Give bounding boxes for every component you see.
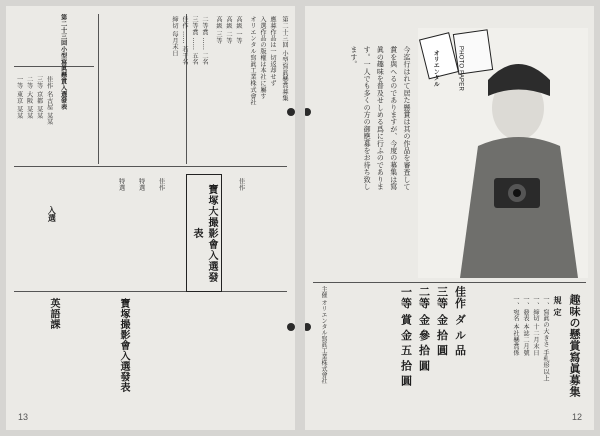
- winner-line: 二等 大阪 某某: [25, 76, 33, 119]
- page-number: 12: [571, 412, 582, 422]
- prize-amount: ダ ル 品: [453, 314, 467, 356]
- rule-line: 締切 每月末日: [171, 16, 178, 57]
- prize-rank: 佳作: [453, 286, 467, 309]
- section-label: 佳作: [157, 178, 165, 191]
- section-label: 特選: [117, 178, 125, 191]
- binding-hole: [287, 323, 295, 331]
- divider: [14, 166, 287, 167]
- notice-line: 入選作品の版權は本社に屬す: [259, 16, 266, 100]
- prize-amount: 賞 金 五 拾 圓: [399, 314, 413, 387]
- section-label: 佳作: [237, 178, 245, 191]
- subhead: 規 定: [553, 296, 563, 317]
- section-label: 入選: [47, 206, 58, 223]
- page-number: 13: [18, 412, 29, 422]
- rule-line: 一、寫眞の大きさ 手札形以上: [542, 296, 549, 382]
- prize-rank: 三等: [435, 286, 449, 309]
- prize-amount: 金 拾 圓: [435, 314, 449, 356]
- bottom-title: 英語課: [48, 298, 59, 330]
- binding-hole: [305, 108, 311, 116]
- box-label: PHOTO PAPER: [457, 46, 464, 91]
- section-label: 特選: [137, 178, 145, 191]
- rule-line: 三等賞 …… 五名: [191, 16, 198, 66]
- rule-line: 二等賞 …… 二名: [201, 16, 208, 66]
- divider: [98, 14, 99, 164]
- prize-line: 高級 一等: [235, 16, 242, 44]
- publisher: 主催 オリエンタル寫眞工業株式會社: [320, 286, 327, 384]
- left-page: [6, 6, 295, 430]
- prize-line: 高級 二等: [225, 16, 232, 44]
- binding-hole: [287, 108, 295, 116]
- model-photo: [418, 28, 588, 278]
- prize-rank: 一等: [399, 286, 413, 309]
- contest-title: 寶塚大撮影會入選發表: [186, 174, 222, 292]
- winner-line: 佳作 名古屋 某某: [45, 76, 53, 126]
- binding-hole: [305, 323, 311, 331]
- rule-line: 一、發表 本誌二月號: [522, 296, 529, 356]
- right-page: [305, 6, 594, 430]
- winners-heading: 第二十三回小型寫眞懸賞入選發表: [59, 14, 67, 110]
- winner-line: 三等 京都 某某: [35, 76, 43, 119]
- headline: 趣味の懸賞寫眞募集: [568, 294, 581, 398]
- prize-line: 高級 三等: [215, 16, 222, 44]
- box-brand: オリエンタル: [432, 50, 439, 88]
- bottom-title: 寶塚撮影會入選發表: [118, 298, 129, 393]
- divider: [14, 66, 94, 67]
- prize-amount: 金 參 拾 圓: [417, 314, 431, 371]
- rule-line: 一、宛名 本社懸賞係: [512, 296, 519, 356]
- divider: [313, 282, 586, 283]
- contest-header: 第二十三回 小型寫眞懸賞募集: [281, 16, 288, 102]
- divider: [14, 291, 287, 292]
- photo-model-with-camera: [418, 28, 588, 278]
- rule-line: 佳作 …… 若干名: [181, 16, 188, 66]
- prize-rank: 二等: [417, 286, 431, 309]
- notice-line: 應募作品は一切返却せず: [269, 16, 276, 87]
- winner-line: 一等 東京 某某: [15, 76, 23, 119]
- notice-line: オリエンタル寫眞工業株式會社: [249, 16, 256, 106]
- essay-text: 今迄行はれて居た懸賞は其の作品を審査して賞を與へるのでありますが、今度の募集は寫眞の趣味を普及せしめる爲に行ふのであります。一人でも多くの方の御應募をお待ち致します。: [349, 46, 411, 190]
- rule-line: 一、締切 十二月末日: [532, 296, 539, 356]
